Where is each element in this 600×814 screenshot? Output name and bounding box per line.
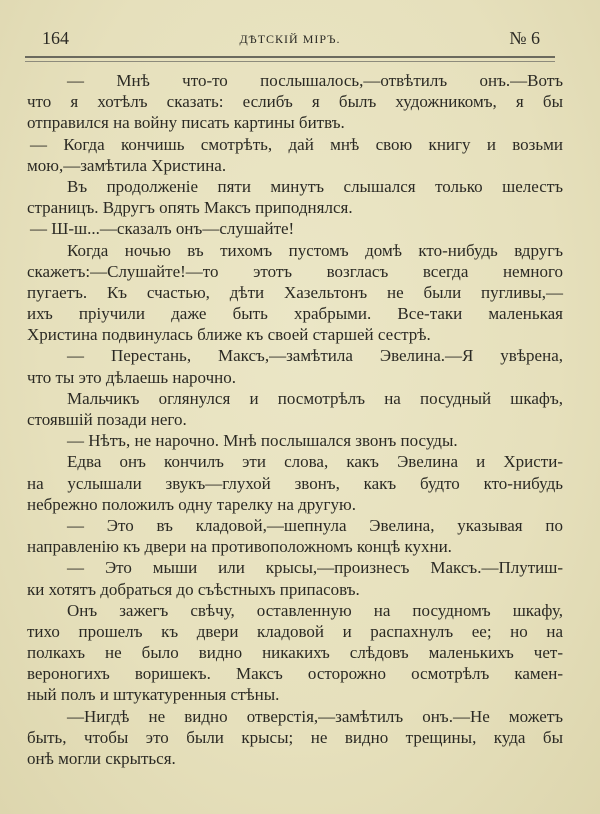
paragraph bbox=[27, 70, 563, 134]
text-line: ный полъ и штукатуренныя стѣны. bbox=[27, 685, 280, 705]
paragraph bbox=[27, 388, 563, 430]
text-line: вероногихъ воришекъ. Максъ осторожно осмотрѣлъ камен- bbox=[27, 664, 563, 684]
paragraph bbox=[27, 134, 563, 176]
text-line: отправился на войну писать картины битвъ. bbox=[27, 113, 345, 133]
text-line: что ты это дѣлаешь нарочно. bbox=[27, 367, 237, 387]
text-line: мою,—замѣтила Христина. bbox=[27, 155, 227, 175]
paragraph bbox=[27, 451, 563, 515]
text-line: — Это мыши или крысы,—произнесъ Максъ.—Плутиш- bbox=[67, 558, 563, 578]
text-line: направленію къ двери на противоположномъ концѣ кухни. bbox=[27, 537, 452, 557]
paragraph bbox=[27, 218, 563, 239]
text-line: страницъ. Вдругъ опять Максъ приподнялся. bbox=[27, 198, 353, 218]
text-line: скажетъ:—Слушайте!—то этотъ возгласъ всегда немного bbox=[27, 261, 563, 281]
paragraph bbox=[27, 176, 563, 218]
text-line: — Мнѣ что-то послышалось,—отвѣтилъ онъ.—Вотъ bbox=[67, 71, 563, 90]
page-body-text bbox=[27, 70, 563, 769]
paragraph bbox=[27, 345, 563, 387]
text-line: — Перестань, Максъ,—замѣтила Эвелина.—Я увѣрена, bbox=[67, 346, 563, 366]
text-line: полкахъ не было видно никакихъ слѣдовъ маленькихъ чет- bbox=[27, 643, 563, 663]
text-line: — Когда кончишь смотрѣть, дай мнѣ свою книгу и возьми bbox=[30, 134, 563, 154]
text-line: — Нѣтъ, не нарочно. Мнѣ послышался звонъ посуды. bbox=[67, 431, 458, 451]
text-line: стоявшій позади него. bbox=[27, 410, 187, 429]
text-line: быть, чтобы это были крысы; не видно трещины, куда бы bbox=[27, 727, 563, 747]
text-line: Когда ночью въ тихомъ пустомъ домѣ кто-нибудь вдругъ bbox=[67, 240, 563, 260]
text-line: — Ш-ш...—сказалъ онъ—слушайте! bbox=[30, 219, 295, 239]
issue-number: № 6 bbox=[509, 28, 540, 48]
text-line: пугаетъ. Къ счастью, дѣти Хазельтонъ не были пугливы,— bbox=[27, 282, 563, 302]
paragraph bbox=[27, 240, 563, 346]
text-line: тихо прошелъ къ двери кладовой и распахнулъ ее; но на bbox=[27, 621, 563, 641]
paragraph bbox=[27, 557, 563, 599]
text-line: Христина подвинулась ближе къ своей старшей сестрѣ. bbox=[27, 325, 431, 345]
paragraph bbox=[27, 430, 563, 451]
text-line: ихъ пріучили даже быть храбрыми. Все-таки маленькая bbox=[27, 304, 563, 324]
text-line: Въ продолженіе пяти минутъ слышался только шелестъ bbox=[67, 176, 563, 196]
paragraph bbox=[27, 706, 563, 770]
text-line: — Это въ кладовой,—шепнула Эвелина, указывая по bbox=[67, 515, 563, 535]
text-line: на услышали звукъ—глухой звонъ, какъ будто кто-нибудь bbox=[27, 473, 563, 493]
text-line: онѣ могли скрыться. bbox=[27, 749, 176, 768]
running-header bbox=[25, 28, 555, 48]
journal-title: ДѢТСКІЙ МІРЪ. bbox=[239, 32, 341, 46]
text-line: —Нигдѣ не видно отверстія,—замѣтилъ онъ.—Не можетъ bbox=[67, 706, 563, 726]
text-line: Онъ зажегъ свѣчу, оставленную на посудномъ шкафу, bbox=[67, 600, 563, 620]
paragraph bbox=[27, 515, 563, 557]
paragraph bbox=[27, 600, 563, 706]
text-line: Едва онъ кончилъ эти слова, какъ Эвелина и Христи- bbox=[67, 452, 563, 472]
text-line: ки хотятъ добраться до съѣстныхъ припасовъ. bbox=[27, 579, 360, 599]
text-line: небрежно положилъ одну тарелку на другую. bbox=[27, 494, 356, 514]
page-number: 164 bbox=[42, 28, 69, 48]
text-line: Мальчикъ оглянулся и посмотрѣлъ на посудный шкафъ, bbox=[67, 388, 563, 408]
header-rule bbox=[25, 56, 555, 62]
text-line: что я хотѣлъ сказать: еслибъ я былъ художникомъ, я бы bbox=[27, 92, 563, 112]
